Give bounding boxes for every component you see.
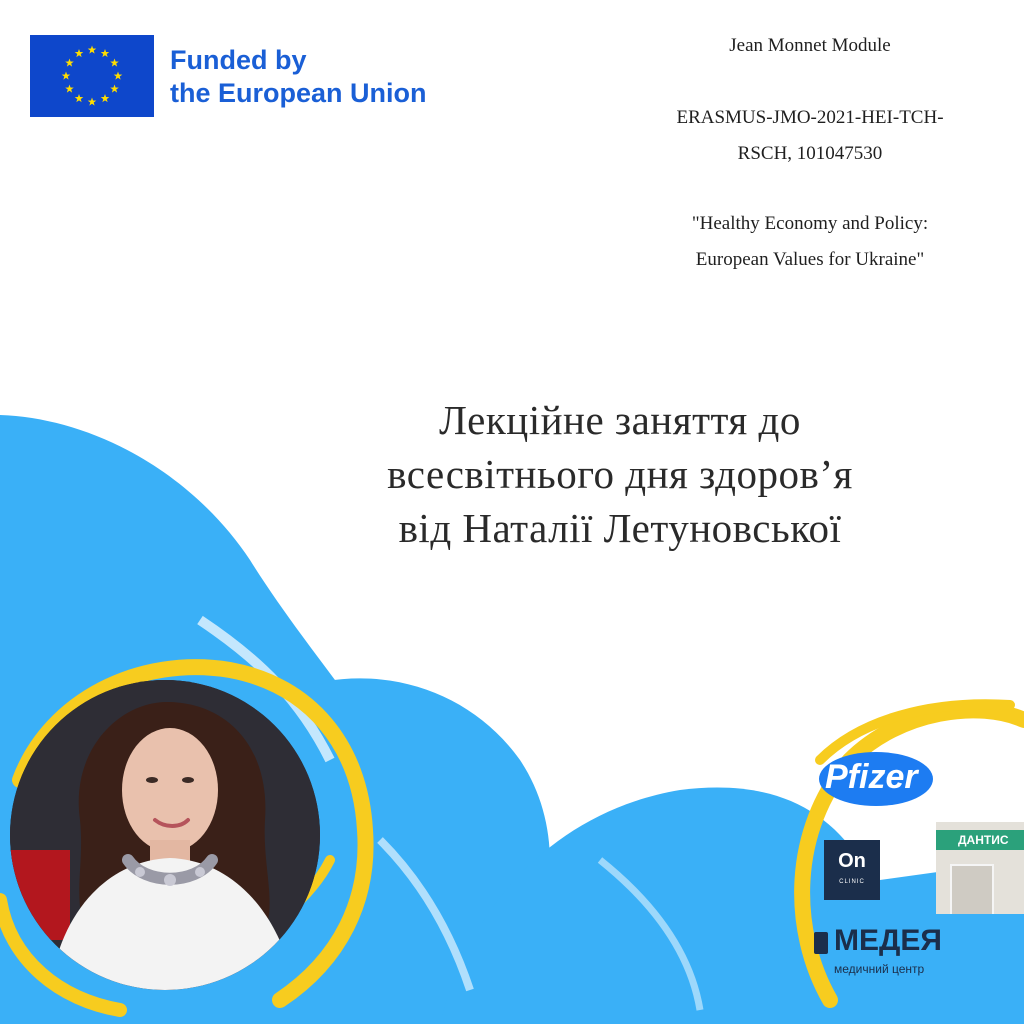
eu-star-icon [110, 59, 119, 67]
project-title: "Healthy Economy and Policy: European Values for Ukraine" [691, 213, 929, 270]
portrait-photo-icon [10, 680, 320, 990]
headline-line1: Лекційне заняття до [439, 397, 801, 443]
medea-logo: МЕДЕЯ медичний центр [818, 924, 998, 980]
pfizer-logo: Pfizer [817, 748, 935, 810]
eu-funding-line1: Funded by [170, 45, 307, 75]
headline-line3: від Наталії Летуновської [398, 505, 842, 551]
clinic-door [950, 864, 994, 914]
eu-funding-label [170, 44, 427, 110]
eu-funding-line2: the European Union [170, 78, 427, 108]
project-code: ERASMUS-JMO-2021-HEI-TCH- RSCH, 101047530 [676, 107, 944, 164]
dantis-clinic-photo [936, 822, 1024, 914]
medea-mark-icon [814, 932, 828, 954]
eu-star-icon [101, 49, 110, 57]
eu-star-icon [75, 94, 84, 102]
eu-star-icon [114, 72, 123, 80]
on-clinic-logo: On CLINIC [824, 840, 880, 900]
eu-star-icon [62, 72, 71, 80]
eu-star-icon [75, 49, 84, 57]
headline-line2: всесвітнього дня здоров’я [387, 451, 853, 497]
eu-star-icon [110, 85, 119, 93]
eu-star-icon [88, 98, 97, 106]
dantis-sign: ДАНТИС [936, 830, 1024, 850]
headline [340, 393, 900, 555]
speaker-portrait [10, 680, 320, 990]
module-name: Jean Monnet Module [729, 35, 891, 56]
eu-star-icon [88, 46, 97, 54]
eu-star-icon [101, 94, 110, 102]
eu-star-icon [65, 85, 74, 93]
eu-flag-icon [30, 35, 154, 117]
eu-star-icon [65, 59, 74, 67]
